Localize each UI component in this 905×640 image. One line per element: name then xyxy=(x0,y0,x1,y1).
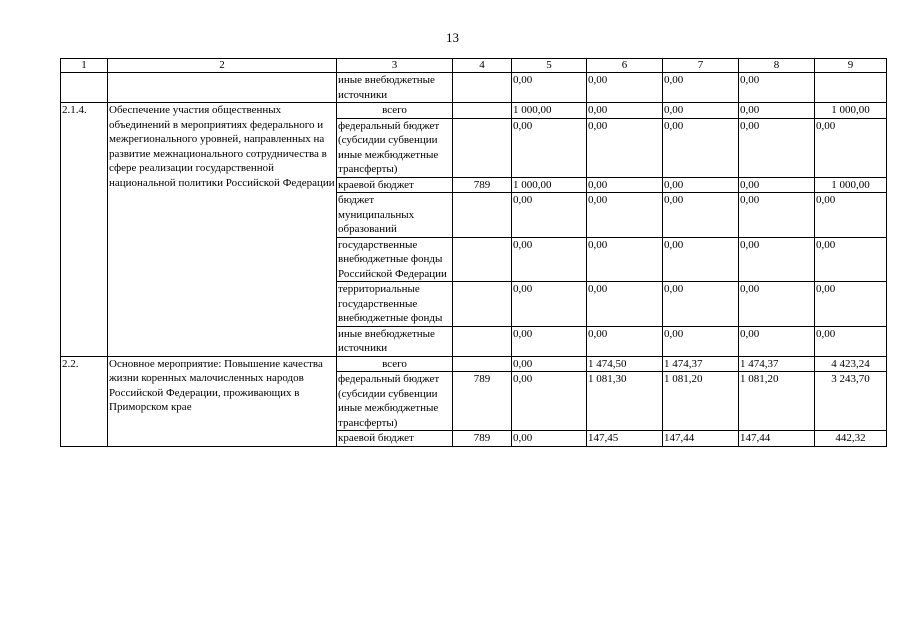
value-cell-6: 0,00 xyxy=(587,237,663,282)
header-cell: 9 xyxy=(815,59,887,73)
code-cell xyxy=(453,118,512,177)
value-cell-6: 0,00 xyxy=(587,177,663,193)
header-cell: 5 xyxy=(512,59,587,73)
code-cell xyxy=(453,73,512,103)
value-cell-9: 3 243,70 xyxy=(815,372,887,431)
funding-source-cell: краевой бюджет xyxy=(337,431,453,447)
item-name-cell: Обеспечение участия общественных объединений в мероприятиях федерального и межрегионального уровней, направленных на развитие межнационального сотрудничества в сфере реализации государственной национальной политики Российской Федерации xyxy=(108,103,337,357)
value-cell-5: 0,00 xyxy=(512,326,587,356)
code-cell xyxy=(453,326,512,356)
value-cell-6: 1 081,30 xyxy=(587,372,663,431)
item-name-cell: Основное мероприятие: Повышение качества жизни коренных малочисленных народов Российской Федерации, проживающих в Приморском крае xyxy=(108,356,337,446)
header-cell: 6 xyxy=(587,59,663,73)
code-cell xyxy=(453,193,512,238)
value-cell-7: 0,00 xyxy=(663,326,739,356)
header-cell: 2 xyxy=(108,59,337,73)
budget-table xyxy=(60,58,887,447)
value-cell-9: 0,00 xyxy=(815,326,887,356)
funding-source-cell: краевой бюджет xyxy=(337,177,453,193)
header-cell: 7 xyxy=(663,59,739,73)
funding-source-cell: всего xyxy=(337,103,453,119)
code-cell: 789 xyxy=(453,431,512,447)
value-cell-7: 0,00 xyxy=(663,193,739,238)
funding-source-cell: иные внебюджетные источники xyxy=(337,326,453,356)
value-cell-7: 0,00 xyxy=(663,282,739,327)
item-id-cell: 2.2. xyxy=(61,356,108,446)
value-cell-8: 1 474,37 xyxy=(739,356,815,372)
value-cell-7: 0,00 xyxy=(663,103,739,119)
funding-source-cell: территориальные государственные внебюджетные фонды xyxy=(337,282,453,327)
value-cell-8: 147,44 xyxy=(739,431,815,447)
value-cell-7: 0,00 xyxy=(663,73,739,103)
value-cell-6: 0,00 xyxy=(587,282,663,327)
value-cell-9: 0,00 xyxy=(815,193,887,238)
value-cell-8: 0,00 xyxy=(739,282,815,327)
value-cell-7: 1 474,37 xyxy=(663,356,739,372)
header-cell: 4 xyxy=(453,59,512,73)
value-cell-7: 147,44 xyxy=(663,431,739,447)
value-cell-8: 0,00 xyxy=(739,326,815,356)
value-cell-5: 0,00 xyxy=(512,282,587,327)
header-cell: 3 xyxy=(337,59,453,73)
value-cell-5: 1 000,00 xyxy=(512,103,587,119)
value-cell-9: 4 423,24 xyxy=(815,356,887,372)
code-cell xyxy=(453,282,512,327)
value-cell-5: 0,00 xyxy=(512,118,587,177)
value-cell-5: 0,00 xyxy=(512,431,587,447)
value-cell-9: 1 000,00 xyxy=(815,103,887,119)
code-cell: 789 xyxy=(453,177,512,193)
value-cell-9: 0,00 xyxy=(815,282,887,327)
value-cell-7: 0,00 xyxy=(663,237,739,282)
value-cell-8: 0,00 xyxy=(739,177,815,193)
value-cell-5: 0,00 xyxy=(512,193,587,238)
header-row xyxy=(61,59,887,73)
page-number: 13 xyxy=(446,30,459,45)
value-cell-5: 0,00 xyxy=(512,372,587,431)
value-cell-6: 0,00 xyxy=(587,118,663,177)
value-cell-9: 442,32 xyxy=(815,431,887,447)
value-cell-5: 0,00 xyxy=(512,237,587,282)
value-cell-6: 0,00 xyxy=(587,193,663,238)
table-row xyxy=(61,103,887,119)
value-cell-9 xyxy=(815,73,887,103)
code-cell xyxy=(453,356,512,372)
value-cell-6: 1 474,50 xyxy=(587,356,663,372)
value-cell-8: 0,00 xyxy=(739,103,815,119)
value-cell-9: 0,00 xyxy=(815,118,887,177)
value-cell-9: 0,00 xyxy=(815,237,887,282)
header-cell: 1 xyxy=(61,59,108,73)
table-row xyxy=(61,73,887,103)
value-cell-8: 1 081,20 xyxy=(739,372,815,431)
header-cell: 8 xyxy=(739,59,815,73)
value-cell-5: 1 000,00 xyxy=(512,177,587,193)
value-cell-6: 0,00 xyxy=(587,326,663,356)
funding-source-cell: федеральный бюджет (субсидии субвенции иные межбюджетные трансферты) xyxy=(337,372,453,431)
item-id-cell: 2.1.4. xyxy=(61,103,108,357)
table-row xyxy=(61,356,887,372)
value-cell-7: 0,00 xyxy=(663,177,739,193)
funding-source-cell: всего xyxy=(337,356,453,372)
funding-source-cell: бюджет муниципальных образований xyxy=(337,193,453,238)
value-cell-6: 0,00 xyxy=(587,103,663,119)
item-name-cell xyxy=(108,73,337,103)
value-cell-6: 0,00 xyxy=(587,73,663,103)
code-cell xyxy=(453,237,512,282)
funding-source-cell: иные внебюджетные источники xyxy=(337,73,453,103)
value-cell-7: 0,00 xyxy=(663,118,739,177)
value-cell-7: 1 081,20 xyxy=(663,372,739,431)
item-id-cell xyxy=(61,73,108,103)
value-cell-6: 147,45 xyxy=(587,431,663,447)
funding-source-cell: государственные внебюджетные фонды Российской Федерации xyxy=(337,237,453,282)
value-cell-9: 1 000,00 xyxy=(815,177,887,193)
value-cell-8: 0,00 xyxy=(739,193,815,238)
value-cell-8: 0,00 xyxy=(739,237,815,282)
value-cell-5: 0,00 xyxy=(512,73,587,103)
value-cell-5: 0,00 xyxy=(512,356,587,372)
value-cell-8: 0,00 xyxy=(739,118,815,177)
funding-source-cell: федеральный бюджет (субсидии субвенции иные межбюджетные трансферты) xyxy=(337,118,453,177)
value-cell-8: 0,00 xyxy=(739,73,815,103)
code-cell: 789 xyxy=(453,372,512,431)
code-cell xyxy=(453,103,512,119)
